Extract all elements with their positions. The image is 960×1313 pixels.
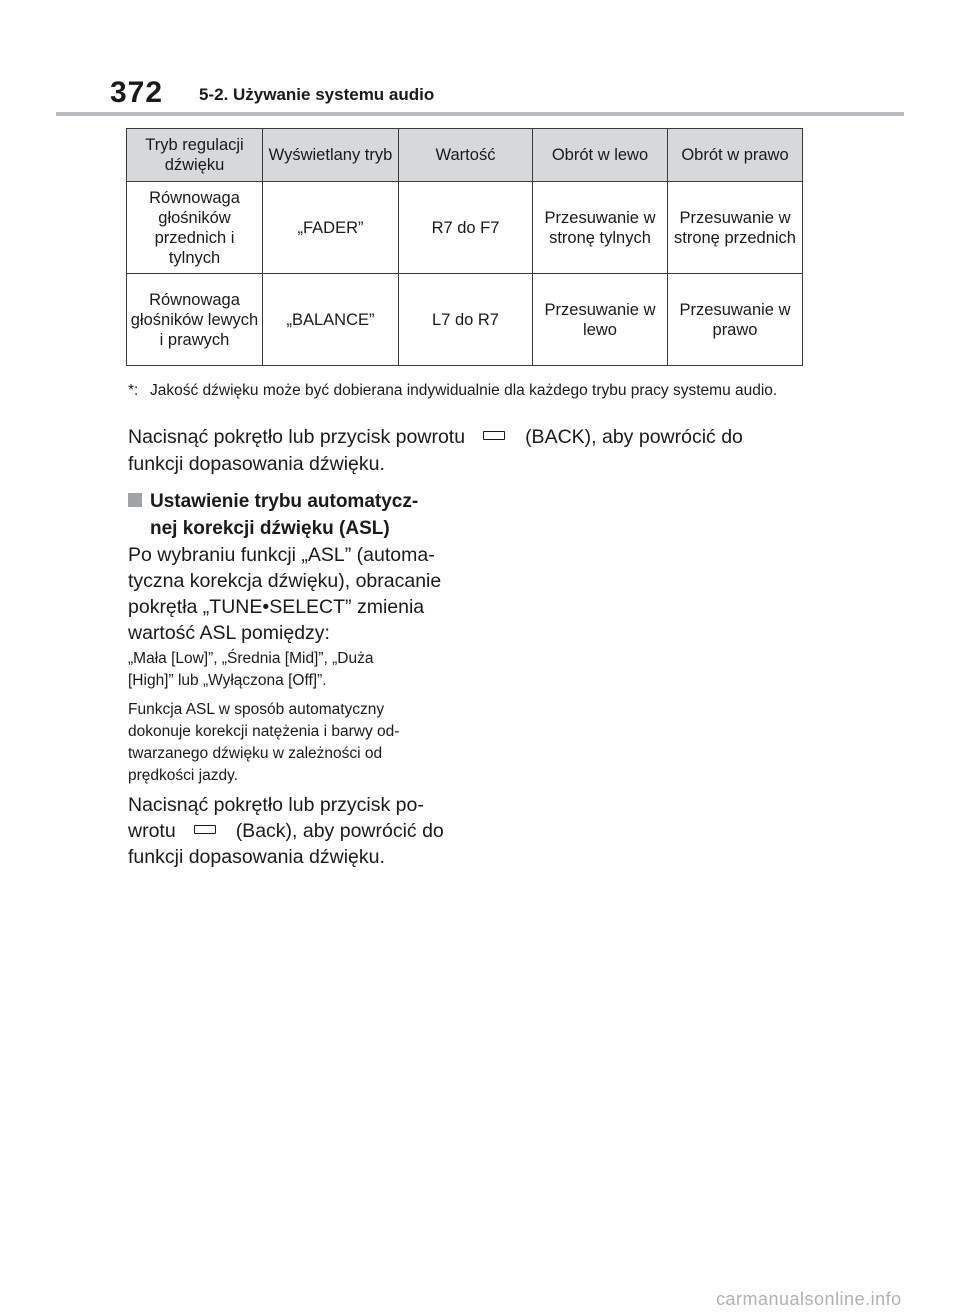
asl-heading-line: nej korekcji dźwięku (ASL) [150, 518, 390, 539]
column-header: Wartość [399, 129, 533, 182]
table-cell: Przesuwanie w lewo [533, 274, 668, 366]
asl-heading-line: Ustawienie trybu automatycz- [150, 491, 419, 512]
asl-values-line: „Mała [Low]”, „Średnia [Mid]”, „Duża [128, 650, 374, 667]
table-cell: „BALANCE” [263, 274, 399, 366]
asl-heading [128, 488, 418, 542]
asl-info-line: dokonuje korekcji natężenia i barwy od- [128, 723, 400, 740]
asl-info-line: twarzanego dźwięku w zależności od [128, 745, 383, 762]
asl-para-line: tyczna korekcja dźwięku), obracanie [128, 570, 442, 592]
asl-back-line [128, 818, 444, 845]
column-header: Obrót w lewo [533, 129, 668, 182]
back-instruction-line-1 [128, 424, 743, 451]
page-number: 372 [110, 76, 164, 109]
table-cell: „FADER” [263, 182, 399, 274]
table-cell: L7 do R7 [399, 274, 533, 366]
header-rule [56, 112, 904, 116]
bullet-square-icon [128, 493, 142, 507]
column-header: Obrót w prawo [668, 129, 803, 182]
table-header-row [127, 129, 803, 182]
asl-back-text: wrotu [128, 820, 176, 842]
asl-para-line: pokrętła „TUNE•SELECT” zmienia [128, 596, 425, 618]
table-cell: Przesuwanie w stronę przednich [668, 182, 803, 274]
table-row [127, 182, 803, 274]
table-cell: Przesuwanie w prawo [668, 274, 803, 366]
sound-mode-table [126, 128, 803, 366]
asl-para-line: Po wybraniu funkcji „ASL” (automa- [128, 544, 435, 566]
asl-back-line: funkcji dopasowania dźwięku. [128, 846, 385, 868]
asl-values-line: [High]” lub „Wyłączona [Off]”. [128, 672, 327, 689]
column-header: Wyświetlany tryb [263, 129, 399, 182]
back-button-icon [483, 431, 505, 440]
asl-back-line: Nacisnąć pokrętło lub przycisk po- [128, 794, 424, 816]
table-row [127, 274, 803, 366]
asl-info-line: Funkcja ASL w sposób automatyczny [128, 701, 385, 718]
table-cell: Przesuwanie w stronę tylnych [533, 182, 668, 274]
column-header: Tryb regulacji dźwięku [127, 129, 263, 182]
table-cell: Równowaga głośników lewych i prawych [127, 274, 263, 366]
table-cell: R7 do F7 [399, 182, 533, 274]
asl-para-line: wartość ASL pomiędzy: [128, 622, 330, 644]
footnote [128, 380, 808, 401]
back-button-icon [194, 825, 216, 834]
section-title: 5-2. Używanie systemu audio [199, 85, 435, 104]
back-instruction-line-2: funkcji dopasowania dźwięku. [128, 453, 385, 475]
back-instruction-text: (BACK), aby powrócić do [525, 426, 743, 448]
asl-info-line: prędkości jazdy. [128, 767, 238, 784]
back-instruction-text: Nacisnąć pokrętło lub przycisk powrotu [128, 426, 466, 448]
asl-back-text: (Back), aby powrócić do [235, 820, 444, 842]
table-cell: Równowaga głośników przednich i tylnych [127, 182, 263, 274]
footnote-text: Jakość dźwięku może być dobierana indywidualnie dla każdego trybu pracy systemu audio. [150, 382, 778, 399]
watermark: carmanualsonline.info [716, 1289, 902, 1309]
footnote-mark: *: [128, 382, 139, 399]
